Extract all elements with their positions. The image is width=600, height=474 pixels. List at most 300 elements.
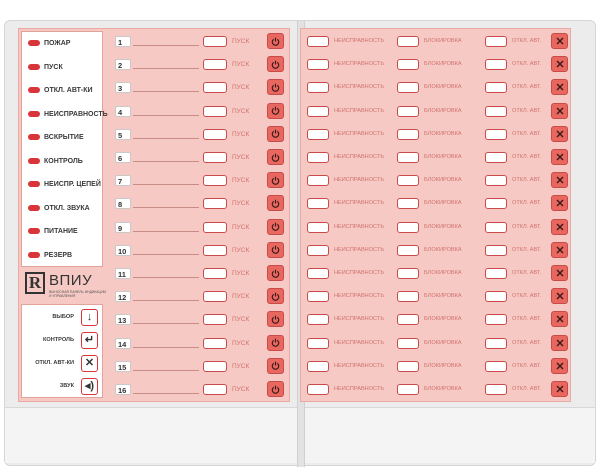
auto-off-label: ОТКЛ. АВТ. <box>512 246 542 253</box>
auto-off-led <box>485 268 507 279</box>
block-led <box>397 59 419 70</box>
auto-off-button[interactable] <box>551 126 568 142</box>
status-row-8 <box>307 193 569 216</box>
block-led <box>397 314 419 325</box>
fault-led <box>307 59 329 70</box>
zone-number: 15 <box>115 361 131 372</box>
status-row-6 <box>307 147 569 170</box>
zone-power-button[interactable] <box>267 288 284 304</box>
block-led <box>397 152 419 163</box>
fault-label: НЕИСПРАВНОСТЬ <box>334 177 385 184</box>
fault-label: НЕИСПРАВНОСТЬ <box>334 293 385 300</box>
fault-label: НЕИСПРАВНОСТЬ <box>334 316 385 323</box>
zone-row-2 <box>115 54 289 77</box>
zone-start-led <box>203 175 227 186</box>
indicator-led <box>28 87 40 93</box>
zone-power-button[interactable] <box>267 242 284 258</box>
indicator-label: НЕИСПР. ЦЕПЕЙ <box>44 181 101 188</box>
zone-row-15 <box>115 356 289 379</box>
control-button-1[interactable] <box>81 309 98 326</box>
zone-number: 7 <box>115 175 131 186</box>
left-panel <box>18 28 290 402</box>
zone-number: 1 <box>115 36 131 47</box>
fault-led <box>307 222 329 233</box>
zone-name-line <box>133 393 199 394</box>
block-label: БЛОКИРОВКА <box>424 386 462 392</box>
power-icon <box>271 245 280 254</box>
power-icon <box>271 176 280 185</box>
fault-label: НЕИСПРАВНОСТЬ <box>334 246 385 253</box>
control-label: ВЫБОР <box>52 314 74 320</box>
indicator-led <box>28 228 40 234</box>
fault-led <box>307 152 329 163</box>
zone-row-10 <box>115 240 289 263</box>
block-led <box>397 175 419 186</box>
auto-off-label: ОТКЛ. АВТ. <box>512 130 542 137</box>
zone-row-9 <box>115 217 289 240</box>
fault-led <box>307 338 329 349</box>
zone-row-7 <box>115 170 289 193</box>
zone-name-line <box>133 138 199 139</box>
right-bottom-bezel <box>305 407 595 463</box>
status-row-9 <box>307 217 569 240</box>
fault-led <box>307 291 329 302</box>
zone-start-led <box>203 129 227 140</box>
auto-off-label: ОТКЛ. АВТ. <box>512 223 542 230</box>
fault-label: НЕИСПРАВНОСТЬ <box>334 107 385 114</box>
zone-number: 9 <box>115 222 131 233</box>
auto-off-led <box>485 82 507 93</box>
zone-name-line <box>133 45 199 46</box>
zone-name-line <box>133 347 199 348</box>
power-icon <box>271 129 280 138</box>
zone-power-button[interactable] <box>267 311 284 327</box>
zone-number: 4 <box>115 106 131 117</box>
return-arrow-icon: ↵ <box>84 334 95 346</box>
zone-start-label: ПУСК <box>232 130 250 138</box>
block-led <box>397 384 419 395</box>
indicator-led <box>28 158 40 164</box>
indicator-led <box>28 40 40 46</box>
auto-off-led <box>485 59 507 70</box>
status-row-11 <box>307 263 569 286</box>
zone-name-line <box>133 91 199 92</box>
fault-label: НЕИСПРАВНОСТЬ <box>334 339 385 346</box>
zone-name-line <box>133 370 199 371</box>
indicator-9 <box>22 220 104 244</box>
fault-led <box>307 129 329 140</box>
block-label: БЛОКИРОВКА <box>424 61 462 68</box>
block-label: БЛОКИРОВКА <box>424 270 462 276</box>
auto-off-label: ОТКЛ. АВТ. <box>512 107 542 114</box>
fault-label: НЕИСПРАВНОСТЬ <box>334 130 385 137</box>
logo <box>25 272 105 302</box>
close-icon <box>556 315 564 323</box>
close-icon <box>556 107 564 115</box>
close-icon <box>556 60 564 68</box>
zone-start-led <box>203 152 227 163</box>
auto-off-led <box>485 129 507 140</box>
auto-off-button[interactable] <box>551 358 568 374</box>
control-block <box>21 304 103 398</box>
zone-name-line <box>133 161 199 162</box>
auto-off-button[interactable] <box>551 195 568 211</box>
status-row-14 <box>307 333 569 356</box>
zone-start-label: ПУСК <box>232 362 250 370</box>
zone-start-led <box>203 59 227 70</box>
status-row-7 <box>307 170 569 193</box>
auto-off-label: ОТКЛ. АВТ. <box>512 293 542 300</box>
fault-led <box>307 36 329 47</box>
auto-off-led <box>485 36 507 47</box>
indicator-led <box>28 111 40 117</box>
zone-start-led <box>203 82 227 93</box>
block-led <box>397 198 419 209</box>
power-icon <box>271 37 280 46</box>
block-led <box>397 268 419 279</box>
close-icon <box>556 83 564 91</box>
auto-off-led <box>485 106 507 117</box>
zone-name-line <box>133 184 199 185</box>
block-label: БЛОКИРОВКА <box>424 154 462 160</box>
block-label: БЛОКИРОВКА <box>424 362 462 369</box>
zone-start-led <box>203 268 227 279</box>
indicator-label: КОНТРОЛЬ <box>44 157 83 165</box>
auto-off-button[interactable] <box>551 56 568 72</box>
auto-off-led <box>485 175 507 186</box>
block-label: БЛОКИРОВКА <box>424 107 462 114</box>
block-led <box>397 106 419 117</box>
zone-start-label: ПУСК <box>232 84 250 92</box>
zone-row-13 <box>115 309 289 332</box>
block-label: БЛОКИРОВКА <box>424 339 462 346</box>
zone-number: 6 <box>115 152 131 163</box>
zone-number: 2 <box>115 59 131 70</box>
indicator-label: ПУСК <box>44 63 63 71</box>
zone-power-button[interactable] <box>267 195 284 211</box>
auto-off-label: ОТКЛ. АВТ. <box>512 386 542 392</box>
zone-start-led <box>203 338 227 349</box>
status-row-13 <box>307 309 569 332</box>
auto-off-led <box>485 361 507 372</box>
block-led <box>397 36 419 47</box>
indicator-block <box>21 31 108 267</box>
auto-off-button[interactable] <box>551 79 568 95</box>
close-icon <box>556 292 564 300</box>
block-led <box>397 291 419 302</box>
block-label: БЛОКИРОВКА <box>424 246 462 253</box>
zone-start-label: ПУСК <box>232 316 250 324</box>
block-label: БЛОКИРОВКА <box>424 200 462 207</box>
zone-row-6 <box>115 147 289 170</box>
power-icon <box>271 106 280 115</box>
zone-start-label: ПУСК <box>232 223 250 231</box>
auto-off-led <box>485 291 507 302</box>
status-row-5 <box>307 124 569 147</box>
block-led <box>397 245 419 256</box>
close-icon <box>556 223 564 231</box>
fault-label: НЕИСПРАВНОСТЬ <box>334 386 385 392</box>
fault-label: НЕИСПРАВНОСТЬ <box>334 270 385 276</box>
indicator-led <box>28 252 40 258</box>
block-label: БЛОКИРОВКА <box>424 177 462 184</box>
control-label: КОНТРОЛЬ <box>42 337 74 343</box>
close-icon <box>556 246 564 254</box>
auto-off-button[interactable] <box>551 311 568 327</box>
block-label: БЛОКИРОВКА <box>424 223 462 230</box>
auto-off-button[interactable] <box>551 149 568 165</box>
status-row-15 <box>307 356 569 379</box>
auto-off-led <box>485 222 507 233</box>
auto-off-led <box>485 152 507 163</box>
status-row-12 <box>307 286 569 309</box>
block-led <box>397 338 419 349</box>
auto-off-button[interactable] <box>551 103 568 119</box>
status-row-10 <box>307 240 569 263</box>
zone-start-label: ПУСК <box>232 38 250 45</box>
auto-off-label: ОТКЛ. АВТ. <box>512 38 542 44</box>
zone-start-led <box>203 222 227 233</box>
zone-power-button[interactable] <box>267 265 284 281</box>
zone-start-led <box>203 314 227 325</box>
indicator-label: ОТКЛ. АВТ-КИ <box>44 87 93 94</box>
auto-off-label: ОТКЛ. АВТ. <box>512 154 542 160</box>
indicator-led <box>28 64 40 70</box>
auto-off-led <box>485 384 507 395</box>
auto-off-button[interactable] <box>551 242 568 258</box>
fault-led <box>307 175 329 186</box>
power-icon <box>271 361 280 370</box>
auto-off-button[interactable] <box>551 172 568 188</box>
zone-start-label: ПУСК <box>232 177 250 185</box>
arrow-down-icon: ↓ <box>86 311 93 323</box>
block-label: БЛОКИРОВКА <box>424 38 462 44</box>
zone-name-line <box>133 300 199 301</box>
zone-row-8 <box>115 193 289 216</box>
auto-off-label: ОТКЛ. АВТ. <box>512 362 542 369</box>
zone-start-led <box>203 36 227 47</box>
auto-off-led <box>485 198 507 209</box>
indicator-6 <box>22 150 104 174</box>
power-icon <box>271 222 280 231</box>
indicator-led <box>28 181 40 187</box>
fault-led <box>307 198 329 209</box>
speaker-icon: ◂) <box>84 380 95 392</box>
zone-power-button[interactable] <box>267 56 284 72</box>
zone-row-4 <box>115 101 289 124</box>
zone-name-line <box>133 68 199 69</box>
block-label: БЛОКИРОВКА <box>424 316 462 323</box>
fault-label: НЕИСПРАВНОСТЬ <box>334 61 385 68</box>
status-row-2 <box>307 54 569 77</box>
fault-label: НЕИСПРАВНОСТЬ <box>334 154 385 160</box>
power-icon <box>271 199 280 208</box>
zone-start-label: ПУСК <box>232 154 250 161</box>
power-icon <box>271 153 280 162</box>
zone-power-button[interactable] <box>267 335 284 351</box>
power-icon <box>271 60 280 69</box>
indicator-label: НЕИСПРАВНОСТЬ <box>44 110 108 118</box>
control-button-3[interactable] <box>81 355 98 372</box>
block-led <box>397 82 419 93</box>
status-row-4 <box>307 101 569 124</box>
indicator-label: ОТКЛ. ЗВУКА <box>44 204 90 212</box>
zone-start-label: ПУСК <box>232 246 250 254</box>
zone-number: 8 <box>115 198 131 209</box>
zone-start-led <box>203 245 227 256</box>
zone-number: 14 <box>115 338 131 349</box>
zone-number: 3 <box>115 82 131 93</box>
indicator-7 <box>22 173 104 197</box>
fault-led <box>307 314 329 325</box>
block-led <box>397 222 419 233</box>
control-label: ЗВУК <box>59 383 74 389</box>
zone-start-label: ПУСК <box>232 200 250 208</box>
zone-start-label: ПУСК <box>232 339 250 347</box>
indicator-label: ПОЖАР <box>44 40 71 47</box>
fault-led <box>307 384 329 395</box>
power-icon <box>271 315 280 324</box>
indicator-led <box>28 205 40 211</box>
fault-label: НЕИСПРАВНОСТЬ <box>334 200 385 207</box>
zone-power-button[interactable] <box>267 103 284 119</box>
indicator-1 <box>22 32 104 56</box>
control-button-2[interactable] <box>81 332 98 349</box>
zone-power-button[interactable] <box>267 381 284 397</box>
status-row-16 <box>307 379 569 402</box>
zone-start-label: ПУСК <box>232 386 250 393</box>
indicator-label: РЕЗЕРВ <box>44 251 73 259</box>
control-label: ОТКЛ. АВТ-КИ <box>35 360 74 366</box>
zone-number: 12 <box>115 291 131 302</box>
zone-row-5 <box>115 124 289 147</box>
zone-start-led <box>203 198 227 209</box>
power-icon <box>271 292 280 301</box>
cross-icon: ✕ <box>84 357 95 369</box>
zone-start-label: ПУСК <box>232 107 250 115</box>
fault-led <box>307 361 329 372</box>
zone-number: 10 <box>115 245 131 256</box>
fault-led <box>307 106 329 117</box>
auto-off-button[interactable] <box>551 381 568 397</box>
fault-led <box>307 82 329 93</box>
block-label: БЛОКИРОВКА <box>424 130 462 137</box>
zone-power-button[interactable] <box>267 79 284 95</box>
indicator-4 <box>22 103 108 127</box>
auto-off-label: ОТКЛ. АВТ. <box>512 84 542 91</box>
zone-row-1 <box>115 31 289 54</box>
indicator-label: ПИТАНИЕ <box>44 228 78 235</box>
auto-off-label: ОТКЛ. АВТ. <box>512 339 542 346</box>
auto-off-button[interactable] <box>551 265 568 281</box>
zone-power-button[interactable] <box>267 126 284 142</box>
zone-start-label: ПУСК <box>232 270 250 277</box>
close-icon <box>556 269 564 277</box>
zone-power-button[interactable] <box>267 358 284 374</box>
auto-off-label: ОТКЛ. АВТ. <box>512 270 542 276</box>
zone-number: 13 <box>115 314 131 325</box>
zone-name-line <box>133 231 199 232</box>
zone-row-12 <box>115 286 289 309</box>
indicator-led <box>28 134 40 140</box>
fault-led <box>307 245 329 256</box>
logo-mark: R <box>25 272 45 294</box>
power-icon <box>271 385 280 394</box>
zone-row-16 <box>115 379 289 402</box>
close-icon <box>556 130 564 138</box>
close-icon <box>556 362 564 370</box>
zone-name-line <box>133 323 199 324</box>
zone-name-line <box>133 207 199 208</box>
zone-name-line <box>133 277 199 278</box>
left-bottom-bezel <box>5 407 297 463</box>
close-icon <box>556 153 564 161</box>
close-icon <box>556 385 564 393</box>
close-icon <box>556 37 564 45</box>
auto-off-button[interactable] <box>551 33 568 49</box>
fault-led <box>307 268 329 279</box>
auto-off-label: ОТКЛ. АВТ. <box>512 61 542 68</box>
status-row-1 <box>307 31 569 54</box>
zone-start-led <box>203 106 227 117</box>
close-icon <box>556 176 564 184</box>
fault-label: НЕИСПРАВНОСТЬ <box>334 223 385 230</box>
control-button-4[interactable] <box>81 378 98 395</box>
zone-start-led <box>203 361 227 372</box>
indicator-8 <box>22 197 104 221</box>
auto-off-led <box>485 338 507 349</box>
zone-start-led <box>203 384 227 395</box>
close-icon <box>556 199 564 207</box>
fault-label: НЕИСПРАВНОСТЬ <box>334 38 385 44</box>
indicator-2 <box>22 56 104 80</box>
auto-off-led <box>485 314 507 325</box>
auto-off-label: ОТКЛ. АВТ. <box>512 177 542 184</box>
auto-off-button[interactable] <box>551 288 568 304</box>
auto-off-label: ОТКЛ. АВТ. <box>512 316 542 323</box>
auto-off-button[interactable] <box>551 219 568 235</box>
zone-number: 11 <box>115 268 131 279</box>
zone-name-line <box>133 254 199 255</box>
indicator-label: ВСКРЫТИЕ <box>44 134 84 141</box>
zone-number: 5 <box>115 129 131 140</box>
fault-label: НЕИСПРАВНОСТЬ <box>334 84 385 91</box>
auto-off-led <box>485 245 507 256</box>
power-icon <box>271 83 280 92</box>
close-icon <box>556 339 564 347</box>
zone-start-label: ПУСК <box>232 293 250 301</box>
block-label: БЛОКИРОВКА <box>424 293 462 300</box>
zone-start-label: ПУСК <box>232 61 250 69</box>
logo-title: ВПИУ <box>49 272 93 289</box>
zone-power-button[interactable] <box>267 33 284 49</box>
zone-power-button[interactable] <box>267 172 284 188</box>
logo-subtitle: ВЫНОСНАЯ ПАНЕЛЬ ИНДИКАЦИИ И УПРАВЛЕНИЯ <box>49 290 106 298</box>
zone-power-button[interactable] <box>267 219 284 235</box>
auto-off-button[interactable] <box>551 335 568 351</box>
zone-row-3 <box>115 77 289 100</box>
zone-number: 16 <box>115 384 131 395</box>
power-icon <box>271 338 280 347</box>
indicator-3 <box>22 79 104 103</box>
zone-row-11 <box>115 263 289 286</box>
indicator-5 <box>22 126 104 150</box>
power-icon <box>271 269 280 278</box>
zone-row-14 <box>115 333 289 356</box>
zone-power-button[interactable] <box>267 149 284 165</box>
zone-name-line <box>133 115 199 116</box>
block-led <box>397 129 419 140</box>
